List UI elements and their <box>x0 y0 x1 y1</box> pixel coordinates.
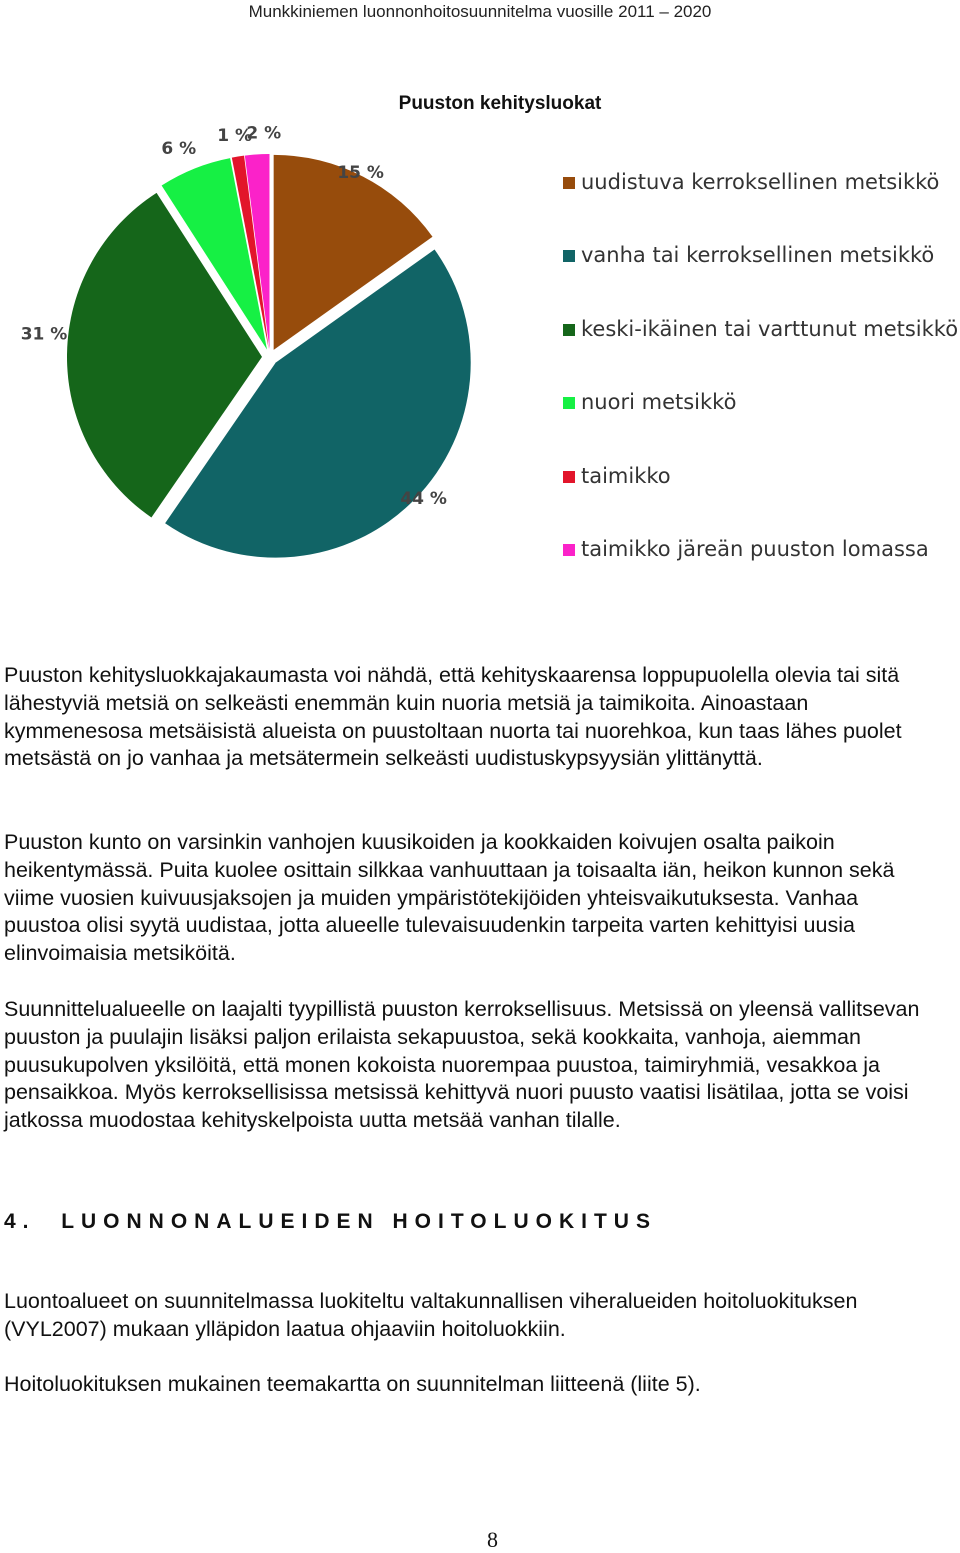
slice-label-keski-ikainen: 31 % <box>20 324 68 345</box>
paragraph-layering: Suunnittelualueelle on laajalti tyypillistä puuston kerroksellisuus. Metsissä on yleensä vallitsevan puuston ja puulajin lisäksi paljon erilaista sekapuustoa, sekä kookkaita, vanhoja, aiemman puusukupolven yksilöitä, että monen kokoista nuorempaa puustoa, taimiryhmiä, vesakkoa ja pensaikkoa. Myös kerroksellisissa metsissä kehittyvä nuori puusto vaatisi lisätilaa, jotta se voisi jatkossa muodostaa kehityskelpoista uutta metsää vanhan tilalle. <box>4 997 920 1133</box>
legend-item-vanha <box>563 243 960 316</box>
chart-title: Puuston kehitysluokat <box>398 93 602 114</box>
legend-item-taimikko <box>563 464 960 537</box>
paragraph-condition: Puuston kunto on varsinkin vanhojen kuusikoiden ja kookkaiden koivujen osalta paikoin heikentymässä. Puita kuolee osittain silkkaa vanhuuttaan ja toisaalta iän, heikon kunnon sekä viime vuosien kuivuusjaksojen ja muiden ympäristötekijöiden yhteisvaikutuksesta. Vanhaa puustoa olisi syytä uudistaa, jotta alueelle tulevaisuudenkin tarpeita varten kehittyisi uusia elinvoimaisia metsiköitä. <box>4 830 895 966</box>
legend-label: taimikko <box>581 463 671 488</box>
running-header: Munkkiniemen luonnonhoitosuunnitelma vuosille 2011 – 2020 <box>248 2 712 21</box>
section-number: 4. <box>4 1210 36 1233</box>
legend-item-nuori <box>563 390 960 463</box>
legend-label: nuori metsikkö <box>581 390 737 415</box>
slice-label-taimikko-lomassa: 2 % <box>246 123 282 144</box>
section-title: LUONNONALUEIDEN HOITOLUOKITUS <box>61 1210 657 1233</box>
legend-swatch <box>563 544 575 556</box>
paragraph-classification: Luontoalueet on suunnitelmassa luokiteltu valtakunnallisen viheralueiden hoitoluokituksen (VYL2007) mukaan ylläpidon laatua ohjaaviin hoitoluokkiin. <box>4 1289 858 1341</box>
paragraph-appendix: Hoitoluokituksen mukainen teemakartta on suunnitelman liitteenä (liite 5). <box>4 1372 701 1396</box>
legend-swatch <box>563 250 575 262</box>
legend-swatch <box>563 397 575 409</box>
legend-swatch <box>563 177 575 189</box>
legend-swatch <box>563 324 575 336</box>
pie-chart <box>0 123 560 580</box>
chart-legend <box>563 170 960 610</box>
legend-label: keski-ikäinen tai varttunut metsikkö <box>581 316 959 341</box>
legend-label: vanha tai kerroksellinen metsikkö <box>581 243 935 268</box>
slice-label-nuori: 6 % <box>161 139 197 160</box>
legend-swatch <box>563 471 575 483</box>
legend-item-taimikko-lomassa <box>563 537 960 610</box>
legend-item-uudistuva <box>563 170 960 243</box>
page-number: 8 <box>487 1527 498 1552</box>
slice-label-vanha: 44 % <box>400 489 447 510</box>
section-heading <box>4 1210 657 1234</box>
paragraph-distribution: Puuston kehitysluokkajakaumasta voi nähdä, että kehityskaarensa loppupuolella olevia tai sitä lähestyviä metsiä on selkeästi enemmän kuin nuoria metsiä ja taimikoita. Ainoastaan kymmenesosa metsäisistä alueista on puustoltaan nuorta tai nuorehkoa, kun taas lähes puolet metsästä on jo vanhaa ja metsätermein selkeästi uudistuskypsyysiän ylittänyttä. <box>4 663 902 771</box>
slice-label-taimikko: 1 % <box>217 125 252 146</box>
legend-label: taimikko järeän puuston lomassa <box>581 536 929 561</box>
slice-label-uudistuva: 15 % <box>337 162 384 183</box>
legend-label: uudistuva kerroksellinen metsikkö <box>581 170 940 194</box>
legend-item-keski-ikainen <box>563 317 960 390</box>
